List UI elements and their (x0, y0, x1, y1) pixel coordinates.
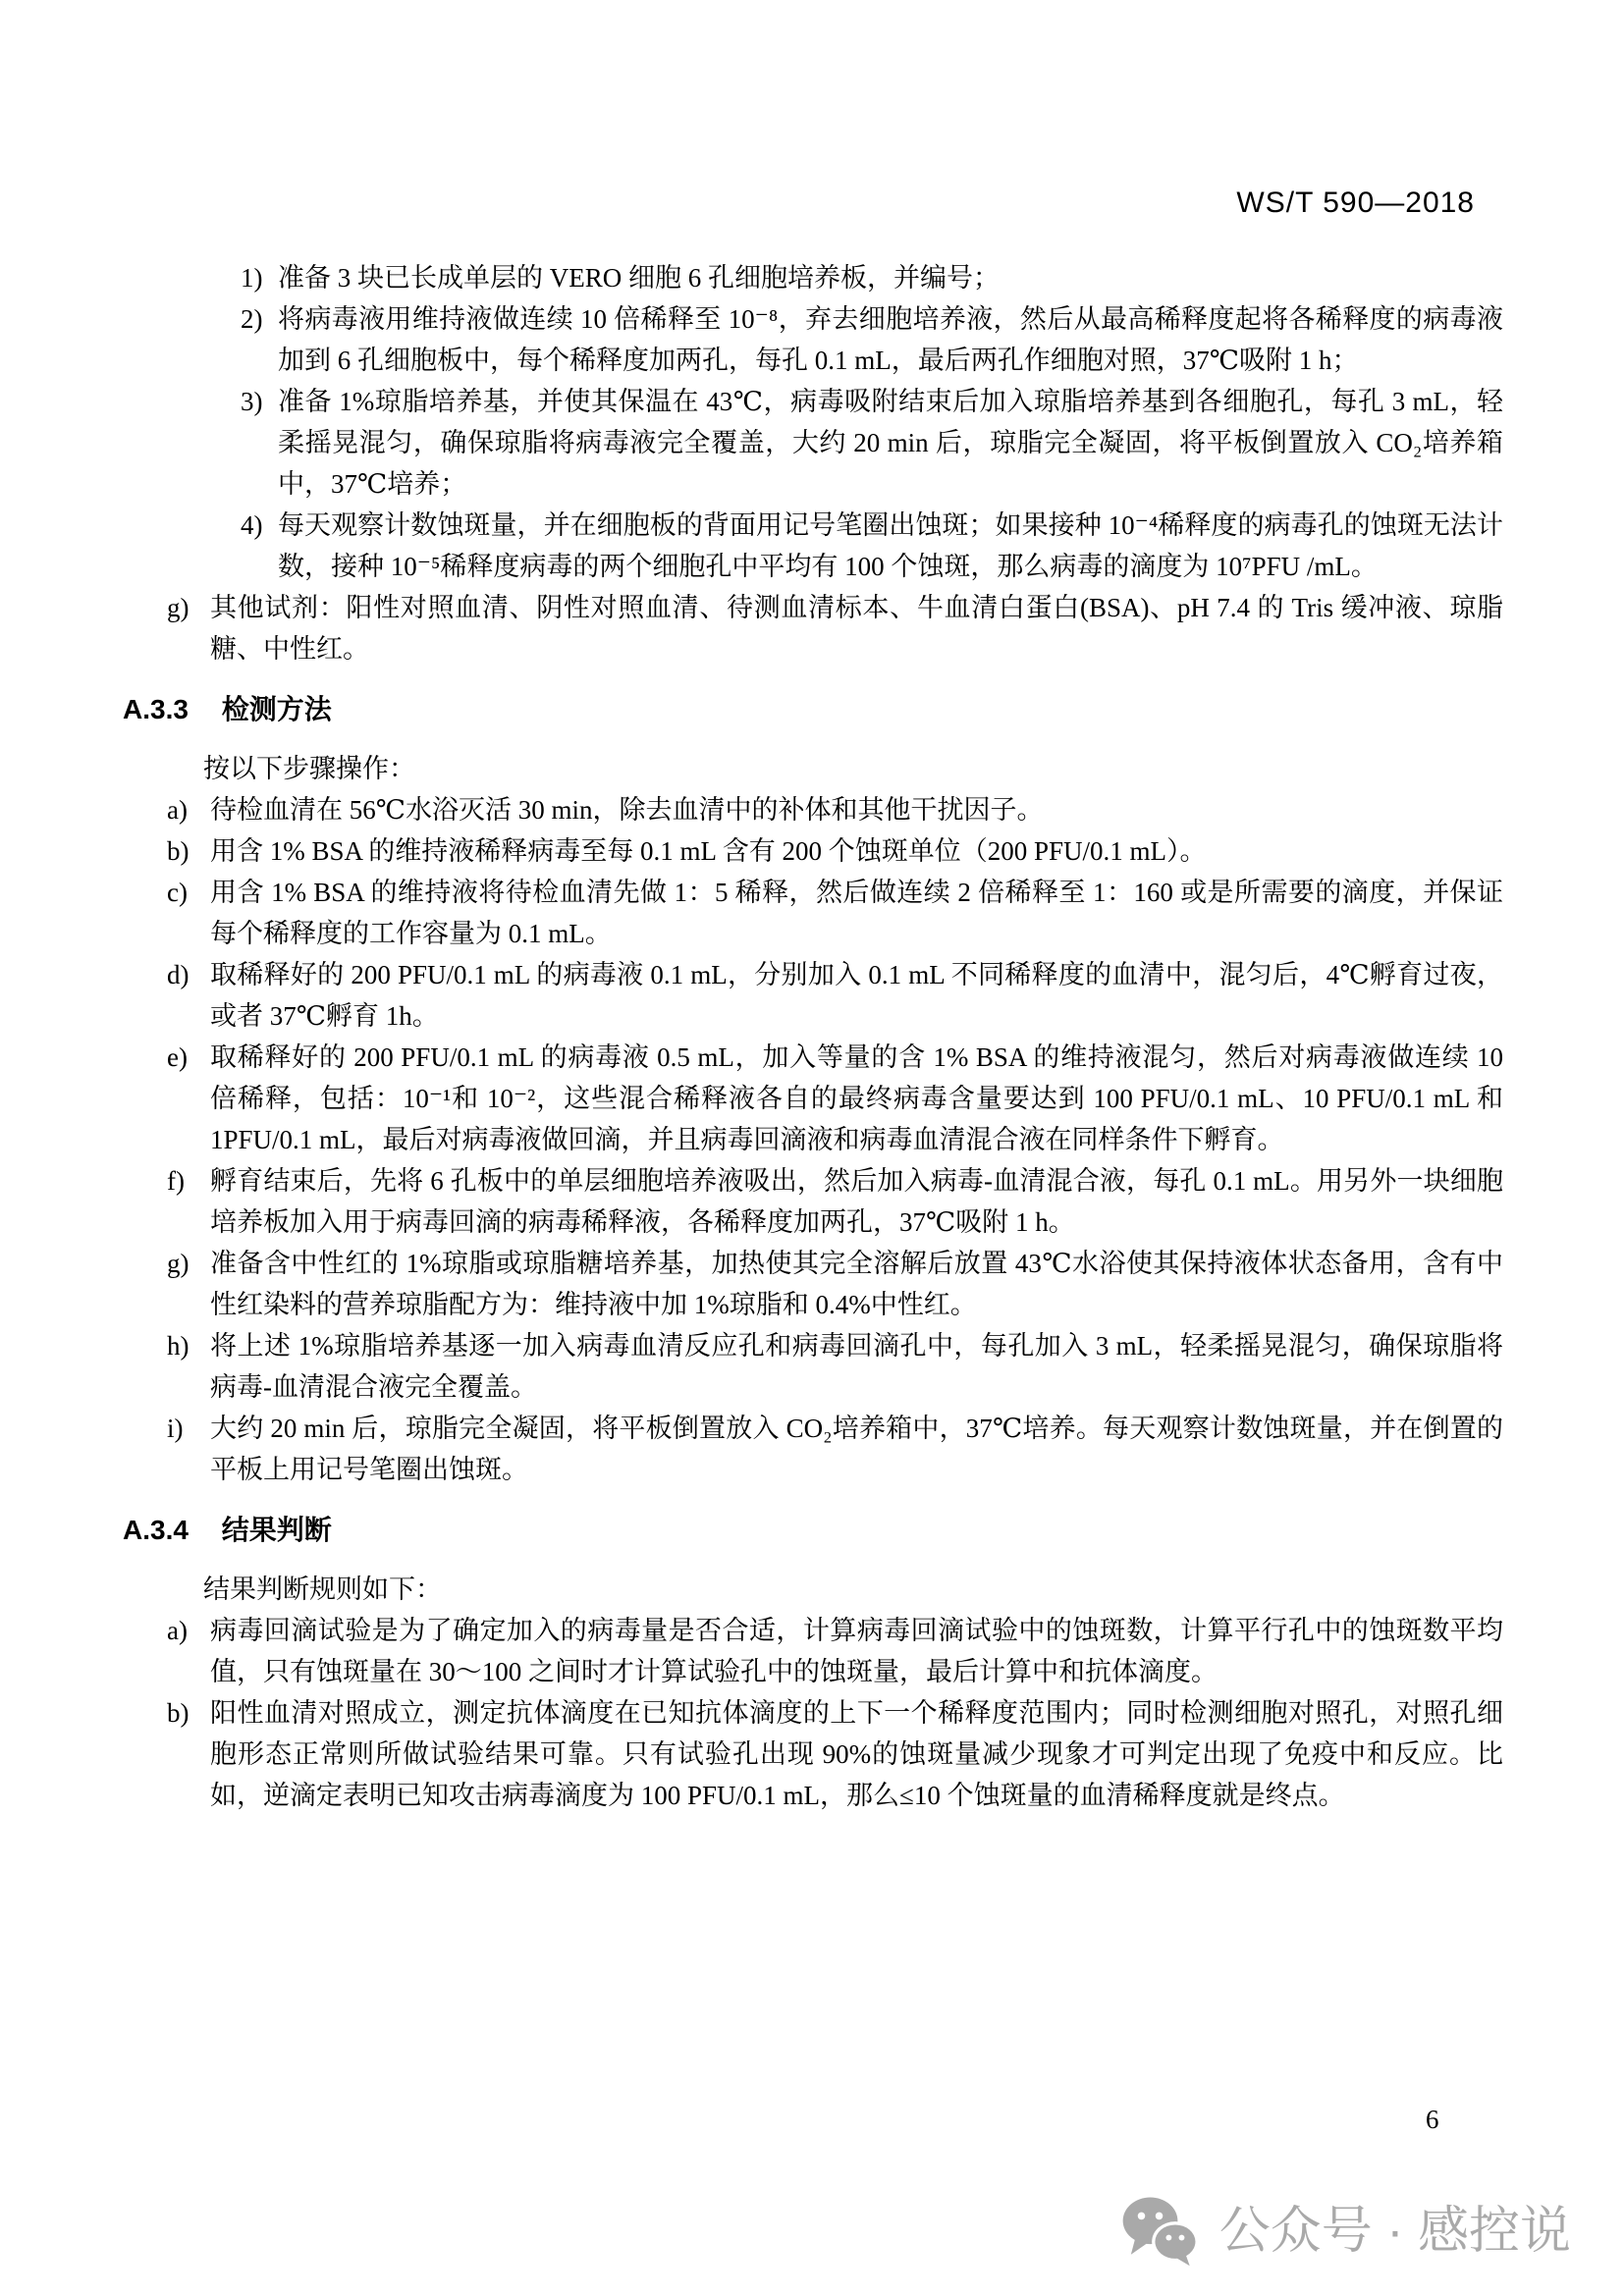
list-item-text: 准备 3 块已长成单层的 VERO 细胞 6 孔细胞培养板，并编号； (278, 263, 1000, 293)
list-item-marker: a) (167, 795, 188, 825)
list-item (167, 1692, 1503, 1816)
list-item (167, 1325, 1503, 1408)
list-item-marker: g) (167, 593, 189, 622)
list-item (241, 505, 1503, 587)
list-item (167, 1408, 1503, 1490)
section-heading-a33 (123, 689, 1503, 730)
list-item-text: 取稀释好的 200 PFU/0.1 mL 的病毒液 0.1 mL，分别加入 0.1 mL 不同稀释度的血清中，混匀后，4℃孵育过夜，或者 37℃孵育 1h。 (210, 960, 1503, 1031)
list-item-marker: 1) (241, 263, 263, 293)
list-item-marker: 4) (241, 510, 263, 540)
list-item-marker: i) (167, 1414, 184, 1443)
list-item-marker: 2) (241, 304, 263, 334)
list-item-marker: d) (167, 960, 189, 989)
list-item-text: 每天观察计数蚀斑量，并在细胞板的背面用记号笔圈出蚀斑；如果接种 10⁻⁴稀释度的病毒孔的蚀斑无法计数，接种 10⁻⁵稀释度病毒的两个细胞孔中平均有 100 个蚀斑，那么病毒的滴度为 10⁷PFU /mL。 (278, 510, 1503, 581)
detection-steps-list (167, 789, 1503, 1490)
watermark (1121, 2195, 1571, 2268)
list-item-marker: f) (167, 1166, 185, 1196)
procedure-numbered-list (241, 257, 1503, 587)
result-rules-list (167, 1610, 1503, 1816)
list-item (241, 257, 1503, 298)
standard-number: WS/T 590—2018 (1236, 187, 1475, 219)
reagents-item-block (167, 587, 1503, 669)
section-title: 结果判断 (221, 1515, 332, 1545)
list-item-text: 阳性血清对照成立，测定抗体滴度在已知抗体滴度的上下一个稀释度范围内；同时检测细胞对照孔，对照孔细胞形态正常则所做试验结果可靠。只有试验孔出现 90%的蚀斑量减少现象才可判定出现了免疫中和反应。比如，逆滴定表明已知攻击病毒滴度为 100 PFU/0.1 mL，那么≤10 个蚀斑量的血清稀释度就是终点。 (210, 1698, 1503, 1810)
list-item-marker: a) (167, 1616, 188, 1645)
list-item-marker: b) (167, 1698, 189, 1728)
section-intro: 按以下步骤操作： (203, 754, 415, 783)
document-content (123, 257, 1503, 1816)
list-item (167, 830, 1503, 872)
list-item-marker: h) (167, 1331, 189, 1361)
watermark-text: 公众号 · 感控说 (1218, 2203, 1571, 2260)
list-item-text: 其他试剂：阳性对照血清、阴性对照血清、待测血清标本、牛血清白蛋白(BSA)、pH 7.4 的 Tris 缓冲液、琼脂糖、中性红。 (210, 593, 1503, 664)
list-item-text: 病毒回滴试验是为了确定加入的病毒量是否合适，计算病毒回滴试验中的蚀斑数，计算平行孔中的蚀斑数平均值，只有蚀斑量在 30～100 之间时才计算试验孔中的蚀斑量，最后计算中和抗体滴度。 (210, 1616, 1503, 1686)
list-item (167, 872, 1503, 954)
list-item (167, 1243, 1503, 1325)
list-item-text: 大约 20 min 后，琼脂完全凝固，将平板倒置放入 CO₂培养箱中，37℃培养。每天观察计数蚀斑量，并在倒置的平板上用记号笔圈出蚀斑。 (210, 1414, 1503, 1484)
list-item-text: 孵育结束后，先将 6 孔板中的单层细胞培养液吸出，然后加入病毒-血清混合液，每孔 0.1 mL。用另外一块细胞培养板加入用于病毒回滴的病毒稀释液，各稀释度加两孔，37℃吸附 1 h。 (210, 1166, 1503, 1237)
list-item (167, 1610, 1503, 1692)
list-item-marker: e) (167, 1042, 188, 1072)
list-item-text: 用含 1% BSA 的维持液稀释病毒至每 0.1 mL 含有 200 个蚀斑单位（200 PFU/0.1 mL）。 (210, 836, 1207, 866)
list-item-text: 待检血清在 56℃水浴灭活 30 min，除去血清中的补体和其他干扰因子。 (210, 795, 1044, 825)
page-number: 6 (1426, 2105, 1439, 2134)
section-number: A.3.3 (123, 694, 189, 724)
section-number: A.3.4 (123, 1515, 189, 1545)
list-item-marker: g) (167, 1249, 189, 1278)
wechat-icon (1121, 2195, 1202, 2268)
section-heading-a34 (123, 1510, 1503, 1551)
page-header (1236, 183, 1475, 224)
list-item-text: 将病毒液用维持液做连续 10 倍稀释至 10⁻⁸，弃去细胞培养液，然后从最高稀释度起将各稀释度的病毒液加到 6 孔细胞板中，每个稀释度加两孔，每孔 0.1 mL，最后两孔作细胞对照，37℃吸附 1 h； (278, 304, 1503, 375)
list-item (167, 954, 1503, 1037)
section-title: 检测方法 (221, 694, 332, 724)
list-item (167, 587, 1503, 669)
list-item-text: 准备 1%琼脂培养基，并使其保温在 43℃，病毒吸附结束后加入琼脂培养基到各细胞孔，每孔 3 mL，轻柔摇晃混匀，确保琼脂将病毒液完全覆盖，大约 20 min 后，琼脂完全凝固，将平板倒置放入 CO₂培养箱中，37℃培养； (278, 387, 1503, 499)
list-item (167, 1160, 1503, 1243)
list-item (167, 1037, 1503, 1160)
list-item-marker: b) (167, 836, 189, 866)
list-item-text: 用含 1% BSA 的维持液将待检血清先做 1：5 稀释，然后做连续 2 倍稀释至 1：160 或是所需要的滴度，并保证每个稀释度的工作容量为 0.1 mL。 (210, 878, 1503, 948)
list-item-text: 准备含中性红的 1%琼脂或琼脂糖培养基，加热使其完全溶解后放置 43℃水浴使其保持液体状态备用，含有中性红染料的营养琼脂配方为：维持液中加 1%琼脂和 0.4%中性红。 (210, 1249, 1503, 1319)
list-item-marker: 3) (241, 387, 263, 416)
list-item-text: 取稀释好的 200 PFU/0.1 mL 的病毒液 0.5 mL，加入等量的含 1% BSA 的维持液混匀，然后对病毒液做连续 10 倍稀释，包括：10⁻¹和 10⁻²，这些混合稀释液各自的最终病毒含量要达到 100 PFU/0.1 mL、10 PFU/0.1 mL 和 1PFU/0.1 mL，最后对病毒液做回滴，并且病毒回滴液和病毒血清混合液在同样条件下孵育。 (210, 1042, 1503, 1154)
list-item (241, 298, 1503, 381)
section-intro: 结果判断规则如下： (203, 1575, 442, 1604)
list-item-marker: c) (167, 878, 188, 907)
list-item-text: 将上述 1%琼脂培养基逐一加入病毒血清反应孔和病毒回滴孔中，每孔加入 3 mL，轻柔摇晃混匀，确保琼脂将病毒-血清混合液完全覆盖。 (210, 1331, 1503, 1402)
list-item (241, 381, 1503, 505)
list-item (167, 789, 1503, 830)
